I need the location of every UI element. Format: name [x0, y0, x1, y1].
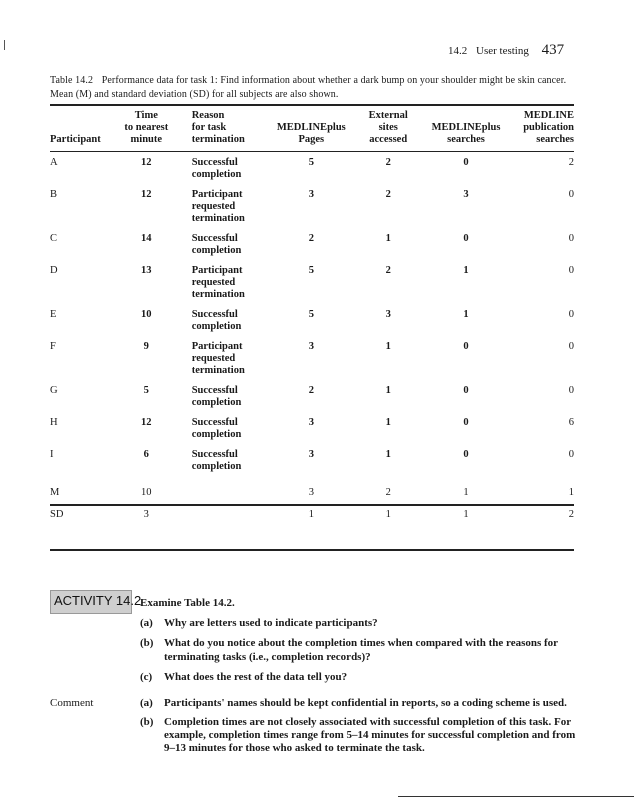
reason-text: Successful completion — [191, 417, 242, 440]
cell-ml-searches: 1 — [463, 509, 469, 520]
cell-external: 1 — [385, 417, 391, 428]
cell-external: 1 — [385, 449, 391, 460]
cell-ml-searches: 0 — [463, 449, 469, 460]
cell-reason — [180, 385, 271, 417]
column-header-line: searches — [447, 134, 485, 145]
running-header — [448, 42, 564, 59]
cell-external: 2 — [385, 157, 391, 168]
cell-pages: 2 — [308, 385, 314, 396]
cell-participant: H — [50, 417, 58, 428]
column-header — [352, 108, 425, 149]
column-header-line: publication — [523, 122, 574, 133]
header-section-title: User testing — [476, 45, 529, 57]
answer-item — [140, 697, 580, 710]
cell-reason — [180, 341, 271, 385]
question-item — [140, 616, 580, 630]
cell-pub-searches: 0 — [568, 265, 574, 276]
column-header-line: Reason — [191, 110, 225, 121]
cell-pub-searches: 1 — [568, 487, 574, 498]
table-label: Table 14.2 — [50, 75, 94, 86]
cell-time: 10 — [141, 487, 152, 498]
table-header-row — [50, 108, 574, 149]
cell-ml-searches: 1 — [463, 265, 469, 276]
column-header-line: minute — [130, 134, 163, 145]
cell-pub-searches: 2 — [568, 509, 574, 520]
cell-time: 12 — [141, 417, 152, 428]
reason-text: Successful completion — [191, 309, 242, 332]
reason-text: Participant requested termination — [191, 341, 245, 376]
cell-participant: I — [50, 449, 54, 460]
cell-reason — [180, 189, 271, 233]
cell-pages: 3 — [308, 449, 314, 460]
stats-row — [50, 509, 574, 531]
cell-pages: 3 — [308, 417, 314, 428]
column-header-line: MEDLINEplus — [431, 122, 501, 133]
answer-label: (a) — [140, 697, 153, 709]
cell-reason — [180, 449, 271, 481]
cell-time: 9 — [143, 341, 149, 352]
cell-pub-searches: 0 — [568, 449, 574, 460]
question-text: What does the rest of the data tell you? — [164, 671, 348, 683]
column-header-line: MEDLINEplus — [276, 122, 346, 133]
margin-mark — [4, 40, 5, 50]
cell-ml-searches: 3 — [463, 189, 469, 200]
table-row — [50, 149, 574, 189]
column-header-line: accessed — [369, 134, 408, 145]
activity-label: ACTIVITY 14.2 — [54, 593, 142, 608]
cell-ml-searches: 0 — [463, 157, 469, 168]
cell-reason — [180, 149, 271, 189]
cell-external: 1 — [385, 233, 391, 244]
table-row — [50, 449, 574, 481]
cell-pages: 5 — [308, 309, 314, 320]
table-row — [50, 309, 574, 341]
question-text: What do you notice about the completion times when compared with the reasons for terminating tasks (i.e., completion records)? — [164, 637, 558, 663]
question-text: Why are letters used to indicate participants? — [164, 617, 378, 629]
cell-participant: C — [50, 233, 58, 244]
cell-reason — [180, 417, 271, 449]
cell-ml-searches: 0 — [463, 417, 469, 428]
cell-pages: 3 — [308, 341, 314, 352]
answer-label: (b) — [140, 716, 154, 728]
cell-participant: G — [50, 385, 58, 396]
cell-pub-searches: 0 — [568, 189, 574, 200]
cell-reason — [180, 233, 271, 265]
cell-pub-searches: 0 — [568, 341, 574, 352]
table-row — [50, 265, 574, 309]
table-row — [50, 417, 574, 449]
cell-participant: A — [50, 157, 58, 168]
column-header-line: MEDLINE — [523, 110, 574, 121]
cell-participant: M — [50, 487, 60, 498]
cell-participant: E — [50, 309, 57, 320]
activity-instruction: Examine Table 14.2. — [140, 597, 235, 609]
cell-ml-searches: 0 — [463, 385, 469, 396]
table-row — [50, 385, 574, 417]
cell-ml-searches: 0 — [463, 341, 469, 352]
page-number: 437 — [541, 42, 565, 58]
cell-time: 6 — [143, 449, 149, 460]
cell-time: 10 — [141, 309, 152, 320]
column-header-line: to nearest — [124, 122, 169, 133]
cell-reason — [180, 265, 271, 309]
cell-pages: 3 — [308, 487, 314, 498]
column-header — [50, 108, 113, 149]
table-bottom-rule — [50, 549, 574, 551]
cell-pub-searches: 2 — [568, 157, 574, 168]
cell-pub-searches: 0 — [568, 385, 574, 396]
reason-text: Participant requested termination — [191, 265, 245, 300]
question-label: (c) — [140, 671, 153, 683]
cell-external: 1 — [385, 341, 391, 352]
cell-pub-searches: 0 — [568, 309, 574, 320]
cell-reason — [180, 309, 271, 341]
cell-participant: D — [50, 265, 58, 276]
cell-ml-searches: 0 — [463, 233, 469, 244]
answer-item — [140, 716, 580, 755]
cell-external: 2 — [385, 265, 391, 276]
column-header — [507, 108, 574, 149]
stats-row — [50, 481, 574, 509]
column-header-line: Time — [134, 110, 158, 121]
cell-external: 3 — [385, 309, 391, 320]
cell-ml-searches: 1 — [463, 487, 469, 498]
cell-pages: 1 — [308, 509, 314, 520]
cell-external: 2 — [385, 487, 391, 498]
footer-rule — [398, 796, 634, 797]
activity-questions — [140, 616, 580, 690]
column-header-line: for task — [191, 122, 227, 133]
column-header — [271, 108, 352, 149]
performance-table — [50, 108, 574, 531]
column-header — [180, 108, 271, 149]
cell-reason — [180, 481, 271, 509]
column-header-line: termination — [191, 134, 245, 145]
table-top-rule — [50, 104, 574, 106]
question-label: (b) — [140, 637, 154, 649]
cell-external: 2 — [385, 189, 391, 200]
reason-text: Successful completion — [191, 449, 242, 472]
comment-label: Comment — [50, 697, 94, 709]
cell-pages: 3 — [308, 189, 314, 200]
cell-pub-searches: 0 — [568, 233, 574, 244]
answer-text: Participants' names should be kept confidential in reports, so a coding scheme is used. — [164, 697, 567, 709]
cell-pub-searches: 6 — [568, 417, 574, 428]
comment-answers — [140, 697, 580, 761]
cell-external: 1 — [385, 385, 391, 396]
reason-text: Successful completion — [191, 385, 242, 408]
table-caption — [50, 74, 578, 102]
reason-text: Successful completion — [191, 157, 242, 180]
cell-pages: 5 — [308, 265, 314, 276]
table-row — [50, 233, 574, 265]
cell-external: 1 — [385, 509, 391, 520]
cell-pages: 2 — [308, 233, 314, 244]
cell-pages: 5 — [308, 157, 314, 168]
reason-text: Successful completion — [191, 233, 242, 256]
cell-time: 3 — [143, 509, 149, 520]
cell-reason — [180, 509, 271, 531]
cell-time: 12 — [141, 189, 152, 200]
header-section-number: 14.2 — [448, 45, 468, 57]
column-header-line: Pages — [298, 134, 325, 145]
cell-time: 12 — [141, 157, 152, 168]
column-header-line: Participant — [50, 134, 101, 145]
question-item — [140, 670, 580, 684]
table-row — [50, 341, 574, 385]
reason-text: Participant requested termination — [191, 189, 245, 224]
cell-participant: SD — [50, 509, 64, 520]
cell-time: 13 — [141, 265, 152, 276]
answer-text: Completion times are not closely associated with successful completion of this task. For example, completion times range from 5–14 minutes for successful completion and from 9–13 minutes for those who asked to terminate the task. — [164, 716, 576, 754]
cell-participant: B — [50, 189, 58, 200]
cell-time: 14 — [141, 233, 152, 244]
table-body — [50, 149, 574, 481]
cell-participant: F — [50, 341, 56, 352]
column-header — [113, 108, 180, 149]
question-item — [140, 636, 580, 664]
column-header-line: sites — [378, 122, 398, 133]
table-stats — [50, 481, 574, 531]
cell-ml-searches: 1 — [463, 309, 469, 320]
column-header-line: searches — [536, 134, 574, 145]
question-label: (a) — [140, 617, 153, 629]
table-row — [50, 189, 574, 233]
table-caption-text: Performance data for task 1: Find information about whether a dark bump on your shoulder might be skin cancer. Mean (M) and standard deviation (SD) for all subjects are also shown. — [50, 75, 567, 100]
cell-time: 5 — [143, 385, 149, 396]
column-header-line: External — [368, 110, 408, 121]
column-header — [425, 108, 508, 149]
